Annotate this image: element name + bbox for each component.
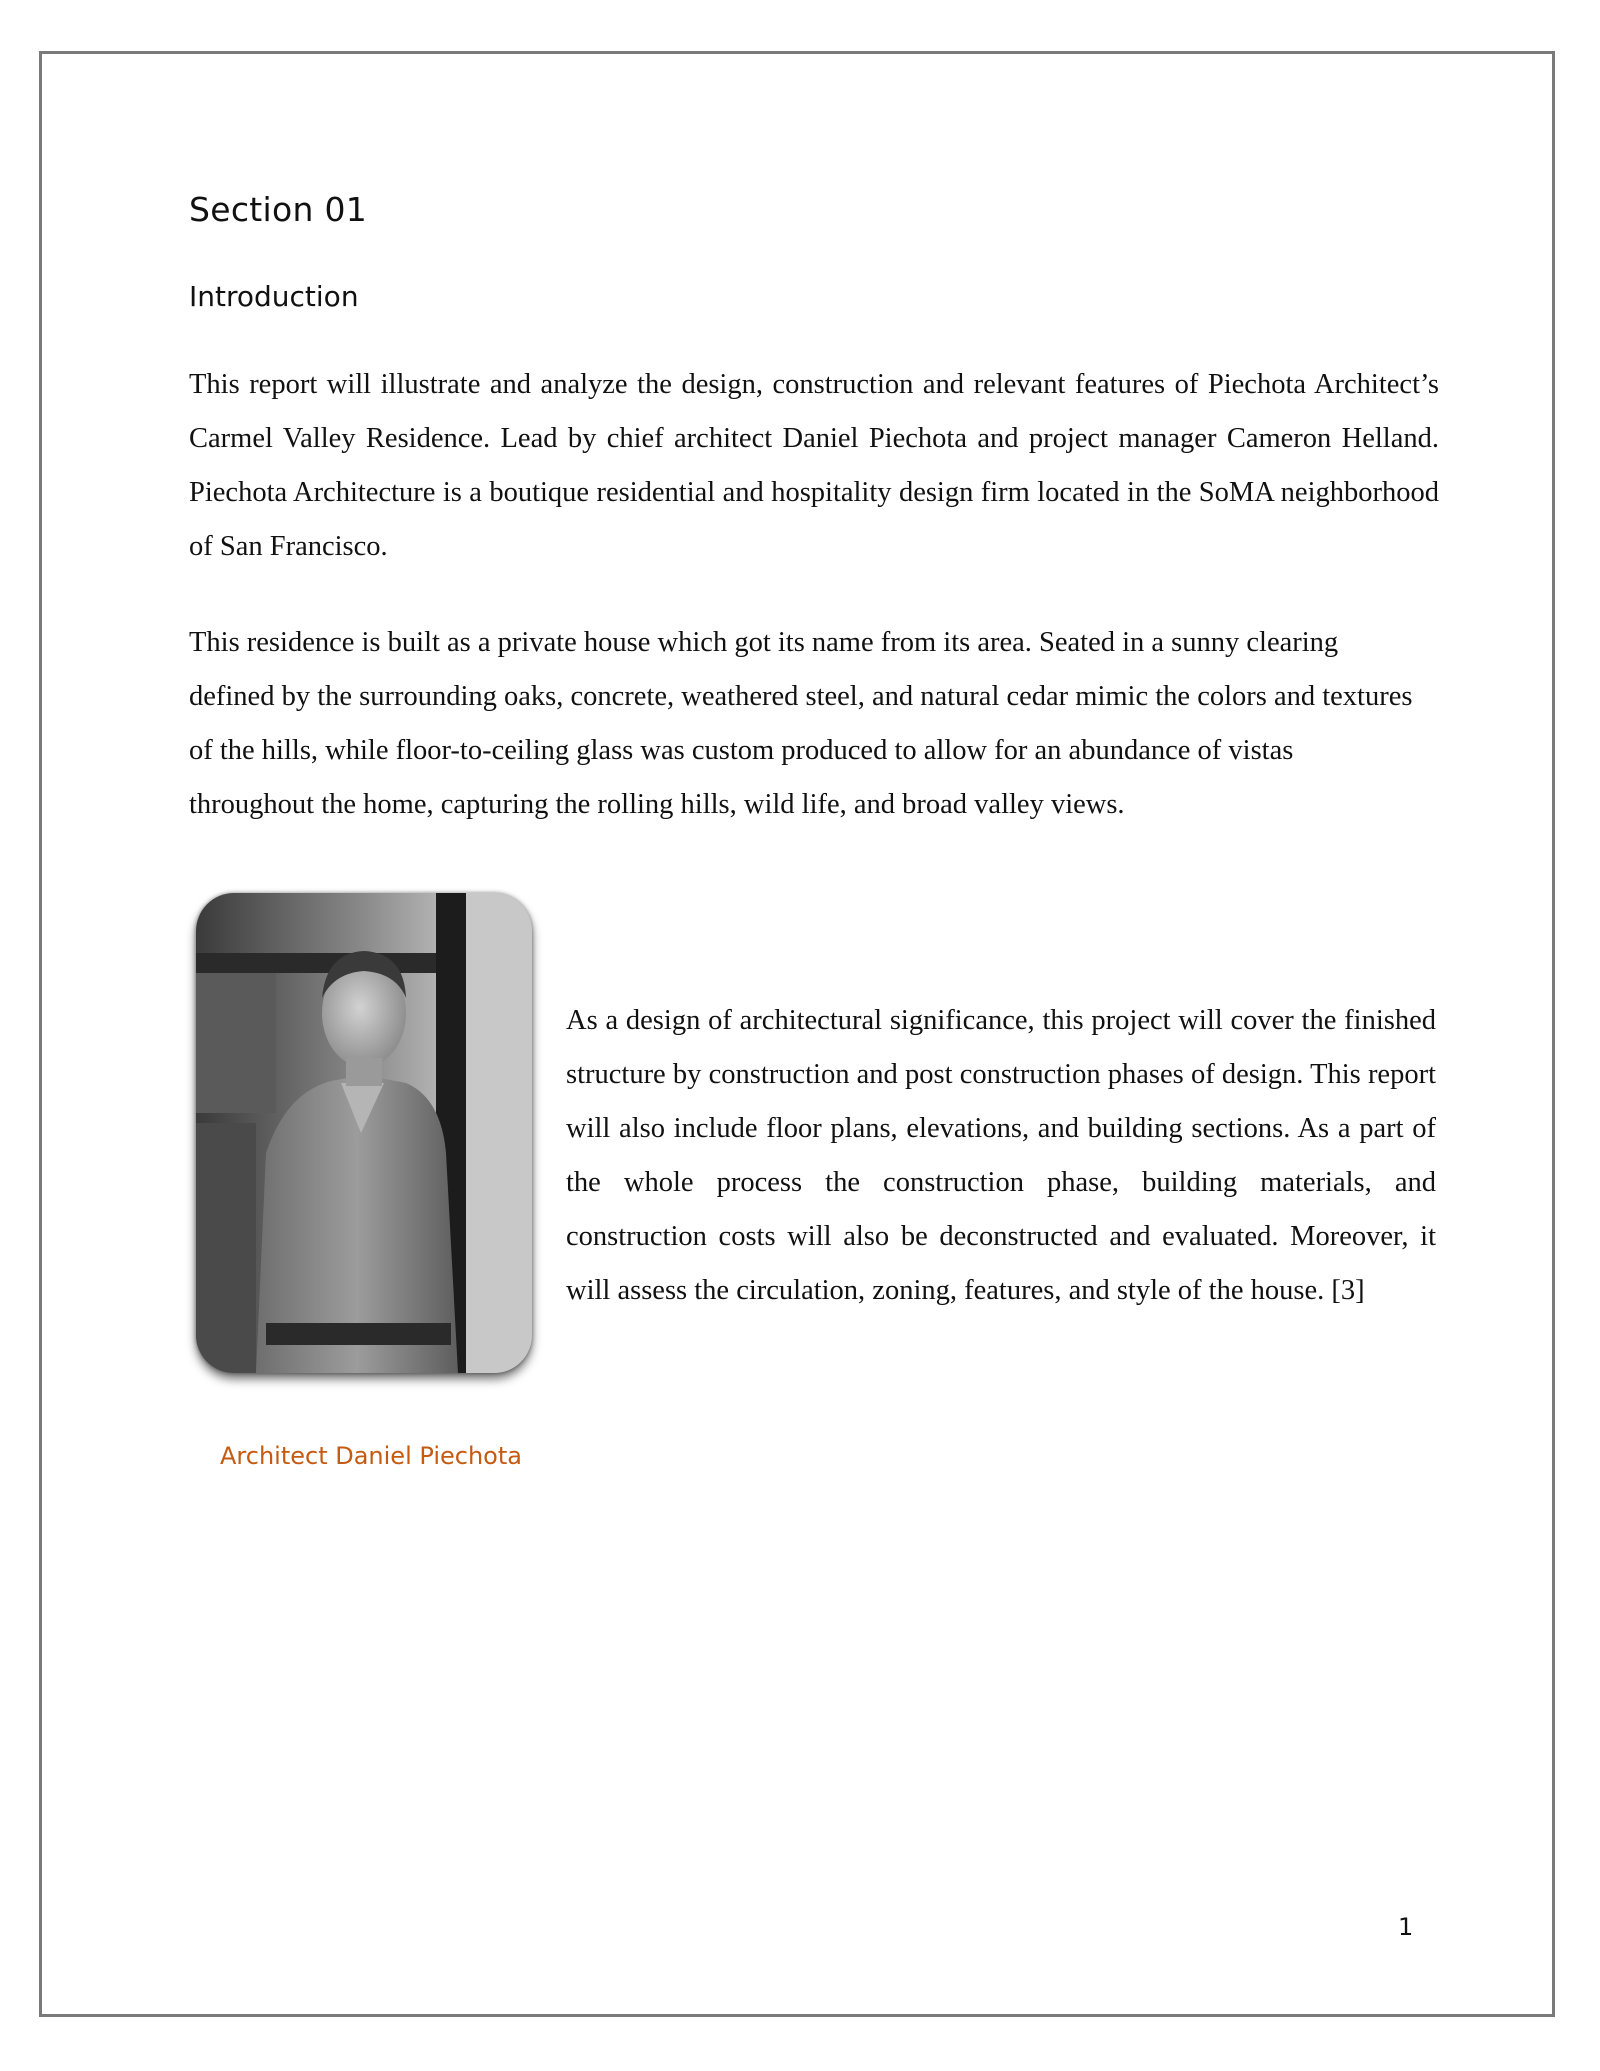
section-heading: Section 01	[189, 190, 368, 229]
architect-photo	[196, 893, 532, 1373]
page-number: 1	[1398, 1913, 1414, 1941]
intro-paragraph-1: This report will illustrate and analyze the design, construction and relevant features of Piechota Architect’s Carmel Valley Residence. Lead by chief architect Daniel Piechota and project manager Cameron Helland. Piechota Architecture is a boutique residential and hospitality design firm located in the SoMA neighborhood of San Francisco.	[189, 369, 1439, 562]
section-subheading: Introduction	[189, 280, 359, 313]
figure-caption: Architect Daniel Piechota	[220, 1442, 522, 1470]
intro-paragraph-2: This residence is built as a private house which got its name from its area. Seated in a sunny clearing defined by the surrounding oaks, concrete, weathered steel, and natural cedar mimic the colors and textures of the hills, while floor-to-ceiling glass was custom produced to allow for an abundance of vistas throughout the home, capturing the rolling hills, wild life, and broad valley views.	[189, 627, 1413, 820]
intro-paragraph-3: As a design of architectural significance, this project will cover the finished structure by construction and post construction phases of design. This report will also include floor plans, elevations, and building sections. As a part of the whole process the construction phase, building materials, and construction costs will also be deconstructed and evaluated. Moreover, it will assess the circulation, zoning, features, and style of the house. [3]	[566, 1005, 1436, 1306]
